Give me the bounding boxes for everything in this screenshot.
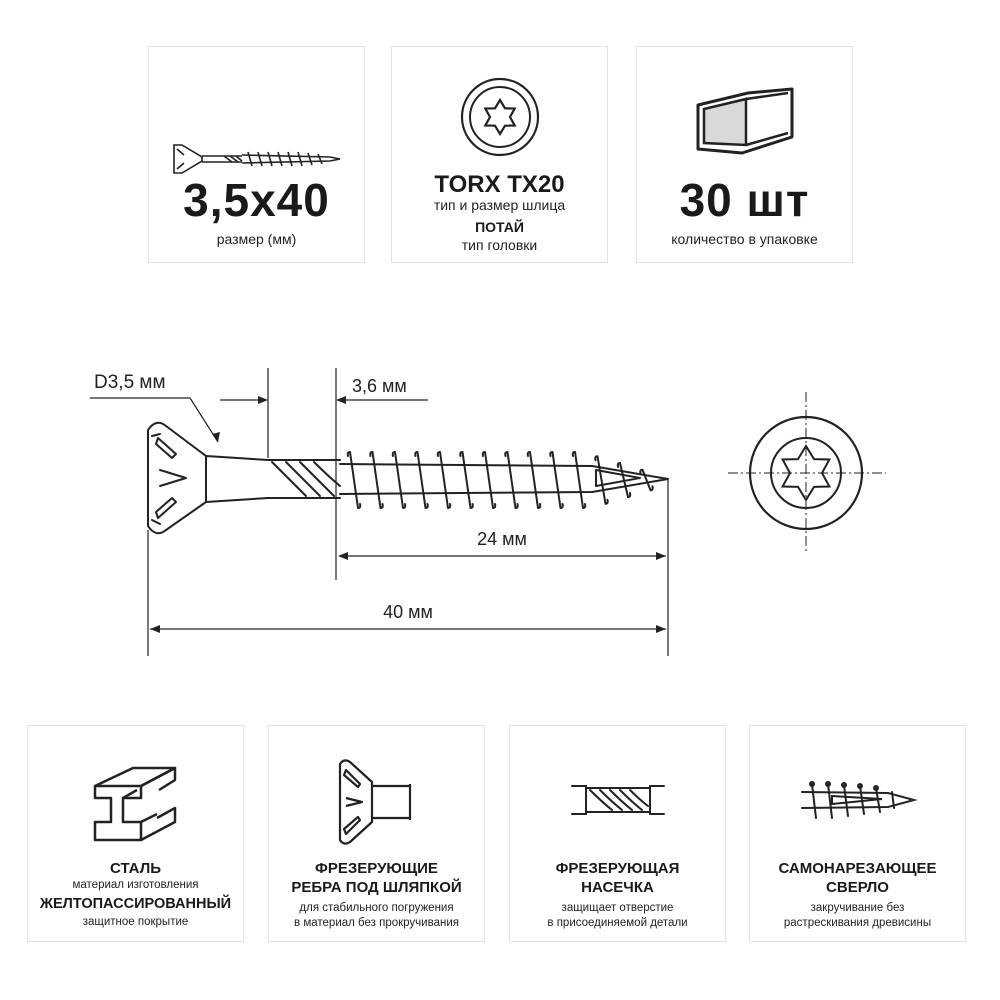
size-value: 3,5x40 [183,174,330,226]
drive-title: TORX TX20 [434,171,565,198]
self-drilling-tip-icon [750,778,965,822]
thread-turn [393,452,406,508]
feature-card-drill [749,725,966,942]
feature-card-notch [509,725,726,942]
thread-turn [550,452,563,508]
feature-drill-title: САМОНАРЕЗАЮЩЕЕ [778,860,937,877]
thread-turn [595,456,608,504]
steel-beam-icon [28,764,243,846]
diameter-label: D3,5 мм [94,372,166,393]
thread-turn [460,452,473,508]
thread-turn [483,452,496,508]
thread-turn [348,452,361,508]
thread-turn [415,452,428,508]
feature-steel-caption: материал изготовления [72,879,199,891]
head-title: ПОТАЙ [475,219,524,235]
qty-caption: количество в упаковке [671,231,818,247]
thread-turn [640,470,653,491]
feature-drill-title-2: СВЕРЛО [826,879,889,896]
feature-drill-caption-2: растрескивания древисины [783,917,932,929]
milling-ribs-icon [269,756,484,848]
feature-notch-caption: защищает отверстие [561,902,674,914]
thread-turn [438,452,451,508]
feature-ribs-title: ФРЕЗЕРУЮЩИЕ [315,860,438,877]
thread-offset-label: 3,6 мм [352,376,407,396]
torx-icon [392,75,607,159]
thread-turn [528,452,541,508]
feature-card-steel [27,725,244,942]
feature-notch-caption-2: в присоединяемой детали [547,917,688,929]
size-caption: размер (мм) [216,231,297,247]
feature-card-ribs [268,725,485,942]
size-card [148,46,365,263]
drive-caption: тип и размер шлица [433,197,566,213]
feature-notch-title: ФРЕЗЕРУЮЩАЯ [555,860,680,877]
total-length-label: 40 мм [383,602,433,622]
screw-drawing [0,330,1000,730]
head-caption: тип головки [461,237,538,253]
feature-drill-caption: закручивание без [810,902,905,914]
box-icon [637,75,852,159]
torx-end-view [728,392,886,552]
feature-ribs-caption-2: в материал без прокручивания [294,917,459,929]
drive-card [391,46,608,263]
feature-coating-caption: защитное покрытие [82,916,189,928]
qty-card [636,46,853,263]
qty-value: 30 шт [679,174,810,226]
thread-length-label: 24 мм [477,529,527,549]
feature-steel-title: СТАЛЬ [110,860,161,877]
feature-ribs-caption: для стабильного погружения [299,902,454,914]
milling-notch-icon [510,780,725,820]
feature-notch-title-2: НАСЕЧКА [581,879,654,896]
feature-ribs-title-2: РЕБРА ПОД ШЛЯПКОЙ [291,879,462,896]
feature-coating-title: ЖЕЛТОПАССИРОВАННЫЙ [39,896,232,912]
thread-turn [573,452,586,508]
thread-turn [505,452,518,508]
thread-turn [370,452,383,508]
